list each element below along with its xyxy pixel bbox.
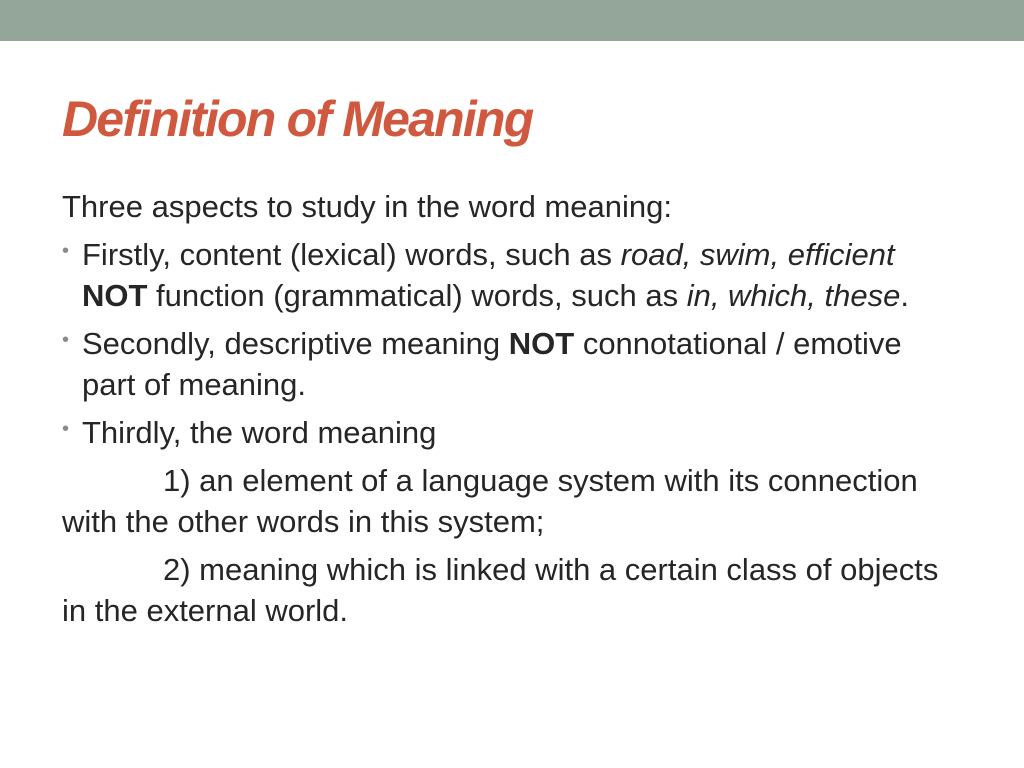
emphasis-not: NOT [82,278,148,313]
bullet-text: Thirdly, the word meaning [82,415,437,450]
bullet-text: Secondly, descriptive meaning [82,326,509,361]
slide-title: Definition of Meaning [62,91,533,147]
bullet-dot-icon: • [62,329,70,351]
slide-content [62,186,962,638]
grammatical-examples: in, which, these [686,278,901,313]
sub-item-2: 2) meaning which is linked with a certain class of objects in the external world. [62,552,939,628]
bullet-text: function (grammatical) words, such as [147,278,687,313]
bullet-item-thirdly [62,412,962,453]
intro-line: Three aspects to study in the word meaning: [62,189,672,224]
bullet-item-firstly: • Firstly, content (lexical) words, such as road, swim, efficient NOT function (grammatical) words, such as in, which, these. [62,234,962,316]
lexical-examples: road, swim, efficient [620,237,895,272]
top-accent-band [0,0,1024,41]
bullet-list [62,234,962,453]
emphasis-not: NOT [508,326,575,361]
bullet-dot-icon: • [62,418,70,440]
bullet-dot-icon: • [62,240,70,262]
bullet-item-secondly [62,323,962,405]
sub-item-1: 1) an element of a language system with its connection with the other words in this system; [62,463,918,539]
bullet-text: connotational / emotive part of meaning. [82,326,902,402]
bullet-text: Firstly, content (lexical) words, such as [82,237,621,272]
